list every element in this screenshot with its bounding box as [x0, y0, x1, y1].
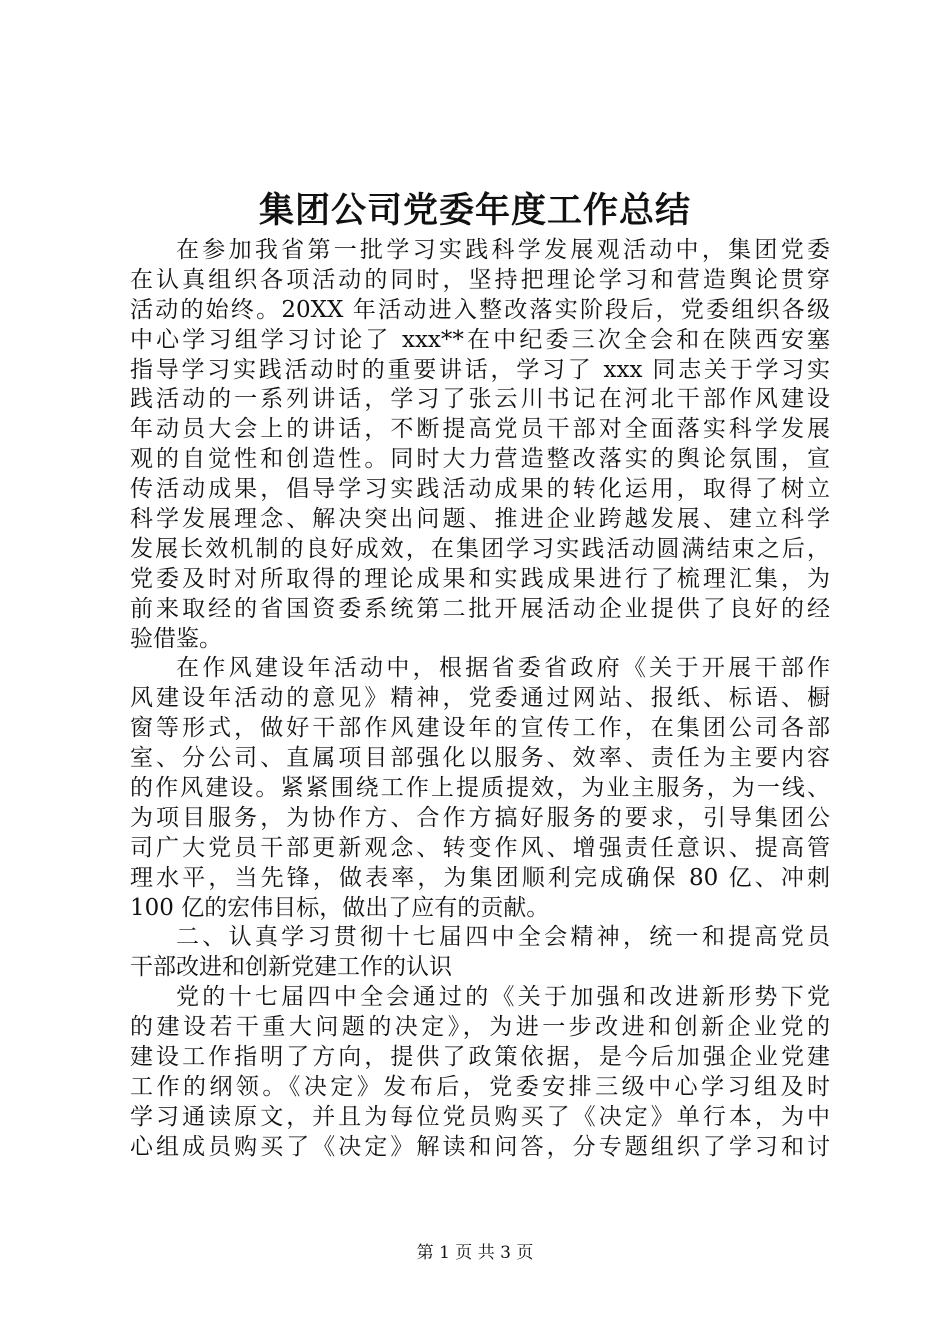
text-line: 二、认真学习贯彻十七届四中全会精神，统一和提高党员: [176, 924, 830, 951]
document-body: [130, 236, 830, 1163]
document-title: 集团公司党委年度工作总结: [258, 190, 691, 231]
text-line: 在作风建设年活动中，根据省委省政府《关于开展干部作: [176, 655, 830, 682]
text-line: 干部改进和创新党建工作的认识: [130, 954, 452, 981]
text-line: 理水平，当先锋，做表率，为集团顺利完成确保 80 亿、冲刺: [130, 864, 830, 891]
text-line: 100 亿的宏伟目标，做出了应有的贡献。: [130, 894, 550, 921]
text-line: 中心学习组学习讨论了 xxx**在中纪委三次全会和在陕西安塞: [130, 326, 830, 353]
text-line: 科学发展理念、解决突出问题、推进企业跨越发展、建立科学: [130, 506, 830, 533]
text-line: 建设工作指明了方向，提供了政策依据，是今后加强企业党建: [130, 1044, 830, 1071]
text-line: 传活动成果，倡导学习实践活动成果的转化运用，取得了树立: [130, 476, 830, 503]
text-line: 工作的纲领。《决定》发布后，党委安排三级中心学习组及时: [130, 1073, 830, 1100]
text-line: 在参加我省第一批学习实践科学发展观活动中，集团党委: [176, 237, 830, 263]
text-line: 党的十七届四中全会通过的《关于加强和改进新形势下党: [176, 984, 830, 1011]
text-line: 司广大党员干部更新观念、转变作风、增强责任意识、提高管: [130, 834, 830, 861]
text-line: 指导学习实践活动时的重要讲话，学习了 xxx 同志关于学习实: [130, 356, 830, 383]
text-line: 的建设若干重大问题的决定》，为进一步改进和创新企业党的: [130, 1014, 830, 1041]
text-line: 发展长效机制的良好成效，在集团学习实践活动圆满结束之后，: [130, 535, 830, 562]
text-line: 室、分公司、直属项目部强化以服务、效率、责任为主要内容: [130, 745, 830, 772]
text-line: 为项目服务，为协作方、合作方搞好服务的要求，引导集团公: [130, 804, 830, 831]
text-line: 窗等形式，做好干部作风建设年的宣传工作，在集团公司各部: [130, 715, 830, 742]
text-line: 年动员大会上的讲话，不断提高党员干部对全面落实科学发展: [130, 416, 830, 443]
text-line: 党委及时对所取得的理论成果和实践成果进行了梳理汇集，为: [130, 565, 830, 592]
text-line: 践活动的一系列讲话，学习了张云川书记在河北干部作风建设: [130, 386, 830, 413]
page-footer: 第 1 页 共 3 页: [416, 1243, 534, 1263]
text-line: 风建设年活动的意见》精神，党委通过网站、报纸、标语、橱: [130, 685, 830, 712]
text-line: 学习通读原文，并且为每位党员购买了《决定》单行本，为中: [130, 1103, 830, 1130]
text-line: 在认真组织各项活动的同时，坚持把理论学习和营造舆论贯穿: [130, 266, 830, 293]
text-line: 前来取经的省国资委系统第二批开展活动企业提供了良好的经: [130, 595, 830, 622]
text-line: 的作风建设。紧紧围绕工作上提质提效，为业主服务，为一线、: [130, 775, 830, 802]
text-line: 心组成员购买了《决定》解读和问答，分专题组织了学习和讨: [130, 1133, 830, 1160]
text-line: 观的自觉性和创造性。同时大力营造整改落实的舆论氛围，宣: [130, 446, 830, 473]
text-line: 活动的始终。20XX 年活动进入整改落实阶段后，党委组织各级: [130, 296, 830, 323]
text-line: 验借鉴。: [130, 625, 222, 652]
